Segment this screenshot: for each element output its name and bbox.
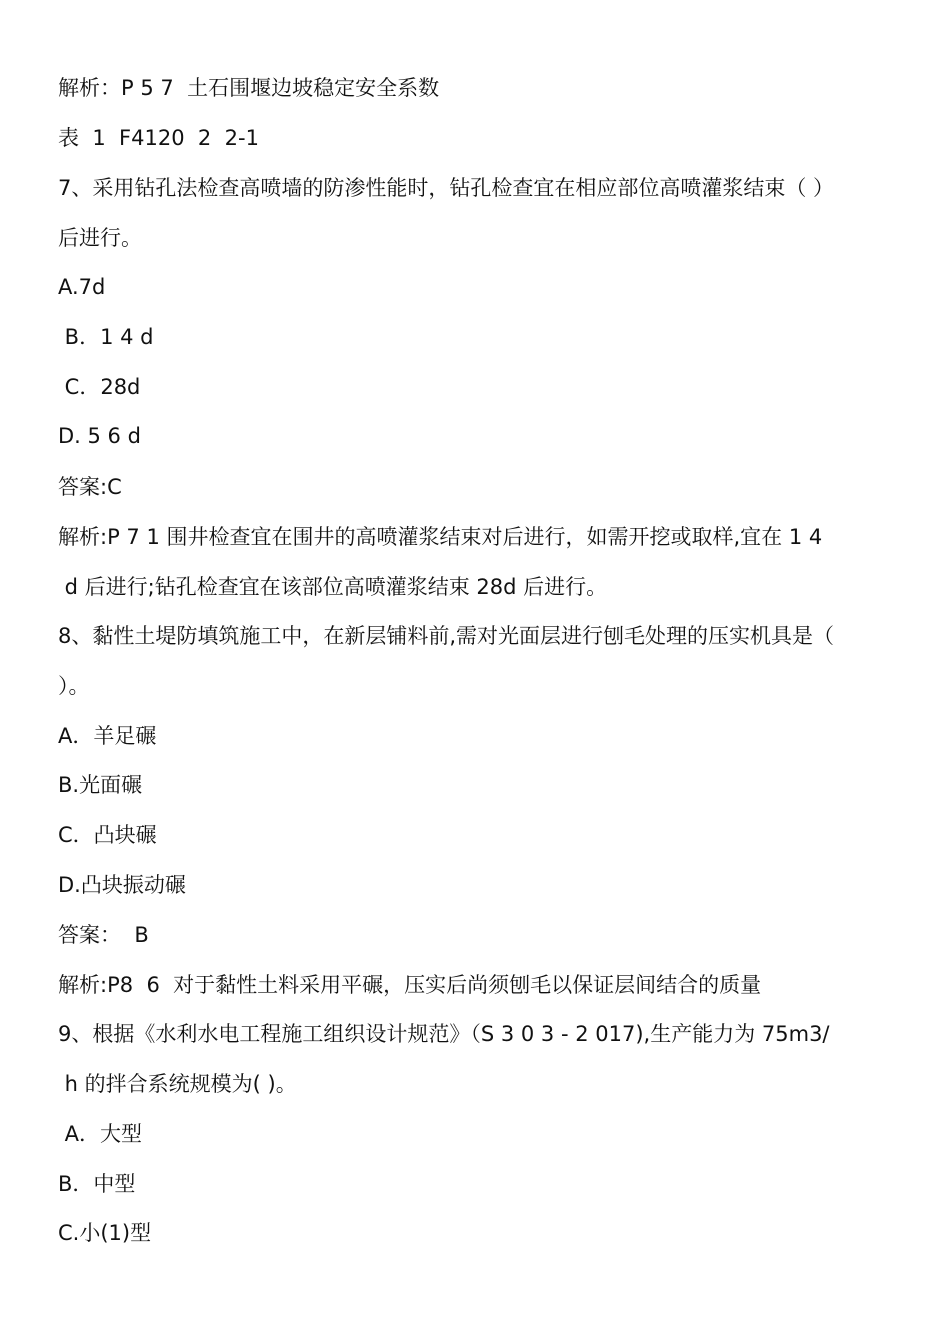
question-8-option-d: D.凸块振动碾: [58, 873, 186, 897]
question-8-stem-line-1: 8、黏性土堤防填筑施工中，在新层铺料前,需对光面层进行刨毛处理的压实机具是（: [58, 624, 835, 648]
question-9-option-b: B．中型: [58, 1172, 136, 1196]
question-8-analysis: 解析:P8 6 对于黏性土料采用平碾，压实后尚须刨毛以保证层间结合的质量: [58, 973, 762, 997]
question-7-analysis-line-1: 解析:P 7 1 围井检查宜在围井的高喷灌浆结束对后进行，如需开挖或取样,宜在 1 4: [58, 525, 823, 549]
question-9-stem-line-1: 9、根据《水利水电工程施工组织设计规范》（S 3 0 3 - 2 017),生产能力为 75m3/: [58, 1022, 830, 1046]
question-9-option-c: C.小(1)型: [58, 1221, 152, 1245]
question-8-option-a: A．羊足碾: [58, 724, 157, 748]
question-8-option-b: B.光面碾: [58, 773, 143, 797]
table-reference-line: 表 1 F4120 2 2-1: [58, 126, 259, 150]
question-7-option-d: D. 5 6 d: [58, 424, 141, 448]
question-8-answer: 答案： B: [58, 923, 149, 947]
question-7-analysis-line-2: d 后进行;钻孔检查宜在该部位高喷灌浆结束 28d 后进行。: [58, 575, 608, 599]
analysis-line-q6: 解析：P 5 7 土石围堰边坡稳定安全系数: [58, 76, 440, 100]
question-8-stem-line-2: ）。: [58, 674, 90, 698]
question-7-option-c: C．28d: [58, 375, 141, 399]
question-7-option-b: B．1 4 d: [58, 325, 154, 349]
question-7-stem-line-1: 7、采用钻孔法检查高喷墙的防渗性能时，钻孔检查宜在相应部位高喷灌浆结束（ ）: [58, 176, 835, 200]
question-7-option-a: A.7d: [58, 275, 106, 299]
question-8-option-c: C．凸块碾: [58, 823, 157, 847]
question-9-option-a: A．大型: [58, 1122, 143, 1146]
question-7-stem-line-2: 后进行。: [58, 226, 142, 250]
question-9-stem-line-2: h 的拌合系统规模为( )。: [58, 1072, 297, 1096]
question-7-answer: 答案:C: [58, 475, 122, 499]
